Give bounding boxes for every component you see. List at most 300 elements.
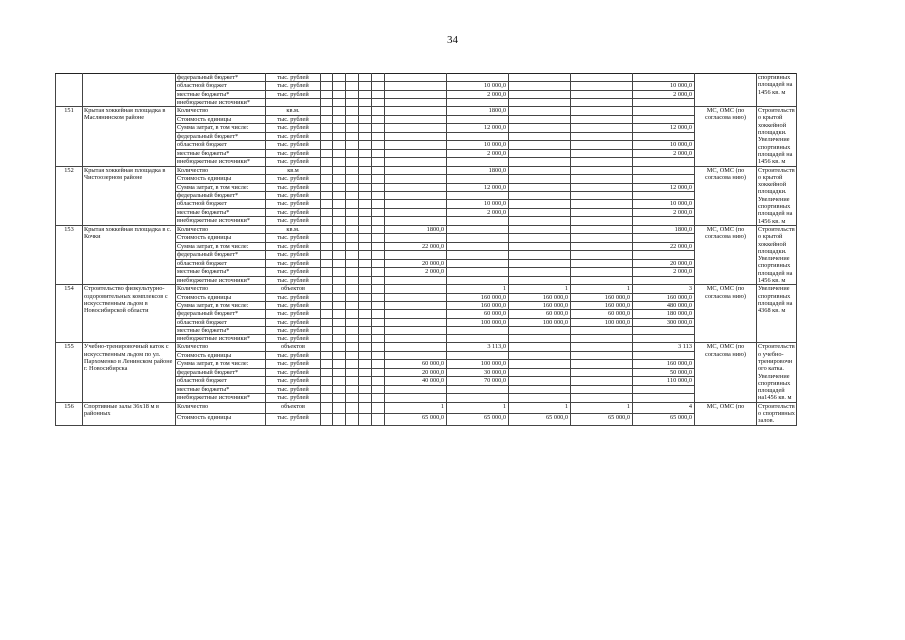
- value-cell: [385, 191, 447, 199]
- value-cell: [447, 234, 509, 242]
- blank-cell: [346, 360, 359, 368]
- value-cell: [447, 98, 509, 106]
- measure-name: Крытая хоккейная площадка в Чистоозерном районе: [83, 166, 176, 225]
- value-cell: [509, 132, 571, 140]
- row-number: [56, 74, 83, 107]
- value-cell: [385, 98, 447, 106]
- value-cell: 10 000,0: [447, 141, 509, 149]
- value-cell: [571, 360, 633, 368]
- value-cell: 12 000,0: [447, 183, 509, 191]
- row-number: 155: [56, 343, 83, 402]
- value-cell: [385, 310, 447, 318]
- unit-cell: тыс. рублей: [266, 368, 321, 376]
- blank-cell: [359, 414, 372, 425]
- blank-cell: [321, 217, 333, 226]
- blank-cell: [359, 166, 372, 174]
- value-cell: 2 000,0: [447, 90, 509, 98]
- unit-cell: тыс. рублей: [266, 385, 321, 393]
- blank-cell: [346, 394, 359, 403]
- blank-cell: [346, 268, 359, 276]
- blank-cell: [333, 251, 346, 259]
- value-cell: [633, 335, 695, 343]
- value-cell: 12 000,0: [447, 124, 509, 132]
- blank-cell: [346, 301, 359, 309]
- value-cell: [385, 326, 447, 334]
- blank-cell: [333, 385, 346, 393]
- blank-cell: [346, 90, 359, 98]
- blank-cell: [359, 242, 372, 250]
- blank-cell: [359, 98, 372, 106]
- value-cell: 300 000,0: [633, 318, 695, 326]
- blank-cell: [372, 343, 385, 351]
- value-cell: [447, 74, 509, 82]
- blank-cell: [333, 268, 346, 276]
- value-cell: 180 000,0: [633, 310, 695, 318]
- value-cell: [571, 200, 633, 208]
- value-cell: 10 000,0: [633, 200, 695, 208]
- value-cell: [447, 351, 509, 359]
- row-number: 153: [56, 225, 83, 284]
- blank-cell: [359, 115, 372, 123]
- indicator-cell: Сумма затрат, в том числе:: [176, 242, 266, 250]
- blank-cell: [372, 259, 385, 267]
- blank-cell: [372, 217, 385, 226]
- executor-cell: МС, ОМС (по согласова нию): [695, 285, 757, 343]
- blank-cell: [346, 368, 359, 376]
- indicator-cell: внебюджетные источники*: [176, 217, 266, 226]
- value-cell: [571, 335, 633, 343]
- measure-name: Крытая хоккейная площадка в Маслянинском районе: [83, 107, 176, 166]
- value-cell: [447, 326, 509, 334]
- blank-cell: [346, 259, 359, 267]
- blank-cell: [346, 115, 359, 123]
- row-number: 156: [56, 402, 83, 425]
- blank-cell: [346, 225, 359, 233]
- blank-cell: [346, 98, 359, 106]
- value-cell: 1800,0: [447, 166, 509, 174]
- value-cell: 10 000,0: [447, 82, 509, 90]
- value-cell: 20 000,0: [385, 368, 447, 376]
- blank-cell: [333, 158, 346, 167]
- blank-cell: [372, 158, 385, 167]
- blank-cell: [359, 175, 372, 183]
- blank-cell: [372, 335, 385, 343]
- value-cell: 1: [447, 402, 509, 413]
- value-cell: [571, 251, 633, 259]
- blank-cell: [372, 276, 385, 285]
- indicator-cell: областной бюджет: [176, 318, 266, 326]
- unit-cell: [266, 98, 321, 106]
- blank-cell: [372, 200, 385, 208]
- value-cell: [385, 251, 447, 259]
- value-cell: [571, 141, 633, 149]
- blank-cell: [372, 242, 385, 250]
- blank-cell: [372, 166, 385, 174]
- value-cell: [571, 90, 633, 98]
- value-cell: [509, 377, 571, 385]
- blank-cell: [321, 175, 333, 183]
- value-cell: [509, 385, 571, 393]
- value-cell: [571, 385, 633, 393]
- indicator-cell: местные бюджеты*: [176, 90, 266, 98]
- value-cell: [633, 98, 695, 106]
- value-cell: 60 000,0: [447, 310, 509, 318]
- blank-cell: [333, 318, 346, 326]
- value-cell: [385, 318, 447, 326]
- unit-cell: тыс. рублей: [266, 175, 321, 183]
- blank-cell: [333, 301, 346, 309]
- blank-cell: [333, 175, 346, 183]
- table-row: [56, 343, 897, 351]
- result-cell: Увеличение спортивных площадей на 4368 кв. м: [757, 285, 797, 343]
- blank-cell: [346, 377, 359, 385]
- value-cell: [385, 183, 447, 191]
- value-cell: 10 000,0: [447, 200, 509, 208]
- blank-cell: [321, 124, 333, 132]
- value-cell: [385, 335, 447, 343]
- unit-cell: тыс. рублей: [266, 200, 321, 208]
- blank-cell: [372, 268, 385, 276]
- blank-cell: [372, 98, 385, 106]
- indicator-cell: Сумма затрат, в том числе:: [176, 360, 266, 368]
- unit-cell: тыс. рублей: [266, 217, 321, 226]
- blank-cell: [359, 360, 372, 368]
- value-cell: [509, 90, 571, 98]
- value-cell: [509, 351, 571, 359]
- blank-cell: [372, 310, 385, 318]
- blank-cell: [372, 360, 385, 368]
- blank-cell: [321, 402, 333, 413]
- value-cell: [571, 351, 633, 359]
- value-cell: [509, 115, 571, 123]
- blank-cell: [321, 351, 333, 359]
- blank-cell: [372, 149, 385, 157]
- value-cell: [509, 268, 571, 276]
- value-cell: 480 000,0: [633, 301, 695, 309]
- value-cell: 2 000,0: [633, 268, 695, 276]
- blank-cell: [333, 377, 346, 385]
- value-cell: 2 000,0: [633, 149, 695, 157]
- measure-name: Крытая хоккейная площадка в с. Кочки: [83, 225, 176, 284]
- value-cell: [509, 175, 571, 183]
- value-cell: [385, 141, 447, 149]
- indicator-cell: Количество: [176, 166, 266, 174]
- blank-cell: [333, 351, 346, 359]
- value-cell: 2 000,0: [447, 149, 509, 157]
- indicator-cell: Сумма затрат, в том числе:: [176, 124, 266, 132]
- blank-cell: [333, 225, 346, 233]
- value-cell: [571, 132, 633, 140]
- blank-cell: [359, 276, 372, 285]
- blank-cell: [346, 276, 359, 285]
- value-cell: 1: [385, 402, 447, 413]
- blank-cell: [321, 166, 333, 174]
- blank-cell: [359, 149, 372, 157]
- blank-cell: [346, 158, 359, 167]
- blank-cell: [333, 183, 346, 191]
- blank-cell: [321, 107, 333, 115]
- result-cell: Строительство учебно-тренировочного катка. Увеличение спортивных площадей на1456 кв. м: [758, 343, 795, 402]
- value-cell: [509, 200, 571, 208]
- measure-name: Учебно-тренировочный каток с искусственным льдом по ул. Пархоменко в Ленинском районе г. Новосибирска: [83, 343, 176, 402]
- value-cell: [633, 276, 695, 285]
- value-cell: 65 000,0: [509, 414, 571, 425]
- blank-cell: [321, 98, 333, 106]
- blank-cell: [346, 242, 359, 250]
- blank-cell: [346, 175, 359, 183]
- value-cell: 1: [447, 285, 509, 293]
- value-cell: [633, 251, 695, 259]
- indicator-cell: Сумма затрат, в том числе:: [176, 301, 266, 309]
- blank-cell: [372, 141, 385, 149]
- executor-cell: МС, ОМС (по согласова нию): [695, 225, 757, 284]
- indicator-cell: Стоимость единицы: [176, 293, 266, 301]
- value-cell: [447, 158, 509, 167]
- blank-cell: [333, 335, 346, 343]
- blank-cell: [333, 242, 346, 250]
- value-cell: [633, 107, 695, 115]
- blank-cell: [321, 200, 333, 208]
- blank-cell: [333, 82, 346, 90]
- value-cell: [571, 175, 633, 183]
- blank-cell: [359, 74, 372, 82]
- blank-cell: [359, 285, 372, 293]
- indicator-cell: внебюджетные источники*: [176, 98, 266, 106]
- blank-cell: [372, 225, 385, 233]
- blank-cell: [372, 251, 385, 259]
- table-row: [56, 285, 897, 293]
- value-cell: [385, 234, 447, 242]
- indicator-cell: федеральный бюджет*: [176, 368, 266, 376]
- blank-cell: [372, 285, 385, 293]
- blank-cell: [333, 107, 346, 115]
- value-cell: [633, 394, 695, 403]
- blank-cell: [372, 368, 385, 376]
- value-cell: [509, 259, 571, 267]
- value-cell: [571, 107, 633, 115]
- blank-cell: [321, 360, 333, 368]
- unit-cell: тыс. рублей: [266, 326, 321, 334]
- indicator-cell: Количество: [176, 225, 266, 233]
- page-number: 34: [447, 34, 458, 46]
- blank-cell: [346, 351, 359, 359]
- unit-cell: тыс. рублей: [266, 141, 321, 149]
- blank-cell: [359, 377, 372, 385]
- blank-cell: [372, 414, 385, 425]
- blank-cell: [321, 149, 333, 157]
- value-cell: 3 113,0: [447, 343, 509, 351]
- value-cell: [447, 217, 509, 226]
- blank-cell: [333, 200, 346, 208]
- value-cell: [385, 132, 447, 140]
- value-cell: [385, 351, 447, 359]
- unit-cell: тыс. рублей: [266, 158, 321, 167]
- value-cell: [571, 234, 633, 242]
- blank-cell: [321, 242, 333, 250]
- value-cell: [385, 166, 447, 174]
- unit-cell: объектов: [266, 343, 321, 351]
- blank-cell: [359, 124, 372, 132]
- blank-cell: [321, 74, 333, 82]
- value-cell: [509, 343, 571, 351]
- value-cell: 100 000,0: [571, 318, 633, 326]
- value-cell: [385, 149, 447, 157]
- unit-cell: тыс. рублей: [266, 82, 321, 90]
- value-cell: [571, 368, 633, 376]
- value-cell: 160 000,0: [571, 293, 633, 301]
- indicator-cell: внебюджетные источники*: [176, 276, 266, 285]
- blank-cell: [346, 191, 359, 199]
- unit-cell: тыс. рублей: [266, 191, 321, 199]
- value-cell: [509, 166, 571, 174]
- blank-cell: [333, 310, 346, 318]
- blank-cell: [321, 293, 333, 301]
- value-cell: [385, 385, 447, 393]
- blank-cell: [372, 107, 385, 115]
- unit-cell: тыс. рублей: [266, 318, 321, 326]
- value-cell: [633, 166, 695, 174]
- blank-cell: [346, 234, 359, 242]
- blank-cell: [333, 394, 346, 403]
- indicator-cell: федеральный бюджет*: [176, 191, 266, 199]
- value-cell: [509, 98, 571, 106]
- measure-name: [83, 74, 176, 107]
- blank-cell: [359, 394, 372, 403]
- blank-cell: [372, 293, 385, 301]
- value-cell: [571, 124, 633, 132]
- value-cell: 100 000,0: [447, 360, 509, 368]
- blank-cell: [359, 234, 372, 242]
- indicator-cell: Стоимость единицы: [176, 351, 266, 359]
- table-row: [56, 74, 897, 82]
- blank-cell: [321, 259, 333, 267]
- blank-cell: [333, 191, 346, 199]
- blank-cell: [346, 166, 359, 174]
- value-cell: [447, 335, 509, 343]
- indicator-cell: местные бюджеты*: [176, 208, 266, 216]
- blank-cell: [359, 385, 372, 393]
- blank-cell: [372, 326, 385, 334]
- value-cell: 110 000,0: [633, 377, 695, 385]
- value-cell: 100 000,0: [509, 318, 571, 326]
- value-cell: 10 000,0: [633, 82, 695, 90]
- blank-cell: [333, 285, 346, 293]
- blank-cell: [346, 217, 359, 226]
- blank-cell: [321, 191, 333, 199]
- indicator-cell: Стоимость единицы: [176, 175, 266, 183]
- value-cell: 160 000,0: [571, 301, 633, 309]
- blank-cell: [359, 141, 372, 149]
- value-cell: [571, 242, 633, 250]
- blank-cell: [359, 251, 372, 259]
- blank-cell: [359, 301, 372, 309]
- value-cell: [447, 191, 509, 199]
- indicator-cell: местные бюджеты*: [176, 268, 266, 276]
- table-body: [56, 74, 897, 426]
- indicator-cell: областной бюджет: [176, 259, 266, 267]
- unit-cell: тыс. рублей: [266, 351, 321, 359]
- blank-cell: [333, 115, 346, 123]
- value-cell: [571, 149, 633, 157]
- blank-cell: [359, 368, 372, 376]
- blank-cell: [346, 414, 359, 425]
- blank-cell: [321, 326, 333, 334]
- blank-cell: [321, 310, 333, 318]
- indicator-cell: Количество: [176, 107, 266, 115]
- blank-cell: [359, 402, 372, 413]
- unit-cell: тыс. рублей: [266, 149, 321, 157]
- blank-cell: [321, 208, 333, 216]
- blank-cell: [321, 82, 333, 90]
- unit-cell: тыс. рублей: [266, 251, 321, 259]
- unit-cell: тыс. рублей: [266, 259, 321, 267]
- blank-cell: [359, 310, 372, 318]
- unit-cell: тыс. рублей: [266, 124, 321, 132]
- blank-cell: [333, 276, 346, 285]
- value-cell: 1: [571, 285, 633, 293]
- blank-cell: [321, 414, 333, 425]
- value-cell: 3 113: [633, 343, 695, 351]
- value-cell: 12 000,0: [633, 183, 695, 191]
- value-cell: [571, 225, 633, 233]
- blank-cell: [359, 343, 372, 351]
- blank-cell: [359, 90, 372, 98]
- value-cell: 160 000,0: [447, 293, 509, 301]
- blank-cell: [359, 107, 372, 115]
- blank-cell: [321, 251, 333, 259]
- value-cell: [571, 217, 633, 226]
- result-cell: Строительство крытой хоккейной площадки. Увеличение спортивных площадей на 1456 кв. м: [758, 166, 795, 225]
- unit-cell: тыс. рублей: [266, 132, 321, 140]
- blank-cell: [346, 310, 359, 318]
- value-cell: [509, 74, 571, 82]
- blank-cell: [321, 141, 333, 149]
- blank-cell: [333, 259, 346, 267]
- indicator-cell: федеральный бюджет*: [176, 251, 266, 259]
- blank-cell: [372, 115, 385, 123]
- value-cell: [571, 268, 633, 276]
- blank-cell: [321, 183, 333, 191]
- blank-cell: [372, 234, 385, 242]
- value-cell: [509, 107, 571, 115]
- value-cell: 2 000,0: [633, 90, 695, 98]
- value-cell: [571, 82, 633, 90]
- blank-cell: [346, 343, 359, 351]
- value-cell: 12 000,0: [633, 124, 695, 132]
- unit-cell: тыс. рублей: [266, 90, 321, 98]
- measure-name: Строительство физкультурно-оздоровительных комплексов с искусственным льдом в Новосибирской области: [83, 285, 176, 343]
- indicator-cell: Стоимость единицы: [176, 414, 266, 425]
- value-cell: [633, 385, 695, 393]
- value-cell: [385, 115, 447, 123]
- value-cell: [447, 385, 509, 393]
- value-cell: 160 000,0: [633, 360, 695, 368]
- blank-cell: [333, 90, 346, 98]
- value-cell: 22 000,0: [633, 242, 695, 250]
- blank-cell: [333, 74, 346, 82]
- value-cell: [633, 191, 695, 199]
- blank-cell: [321, 90, 333, 98]
- value-cell: [509, 225, 571, 233]
- value-cell: [571, 394, 633, 403]
- unit-cell: тыс. рублей: [266, 301, 321, 309]
- value-cell: 65 000,0: [633, 414, 695, 425]
- value-cell: [447, 242, 509, 250]
- blank-cell: [359, 293, 372, 301]
- value-cell: 40 000,0: [385, 377, 447, 385]
- value-cell: 65 000,0: [571, 414, 633, 425]
- blank-cell: [359, 335, 372, 343]
